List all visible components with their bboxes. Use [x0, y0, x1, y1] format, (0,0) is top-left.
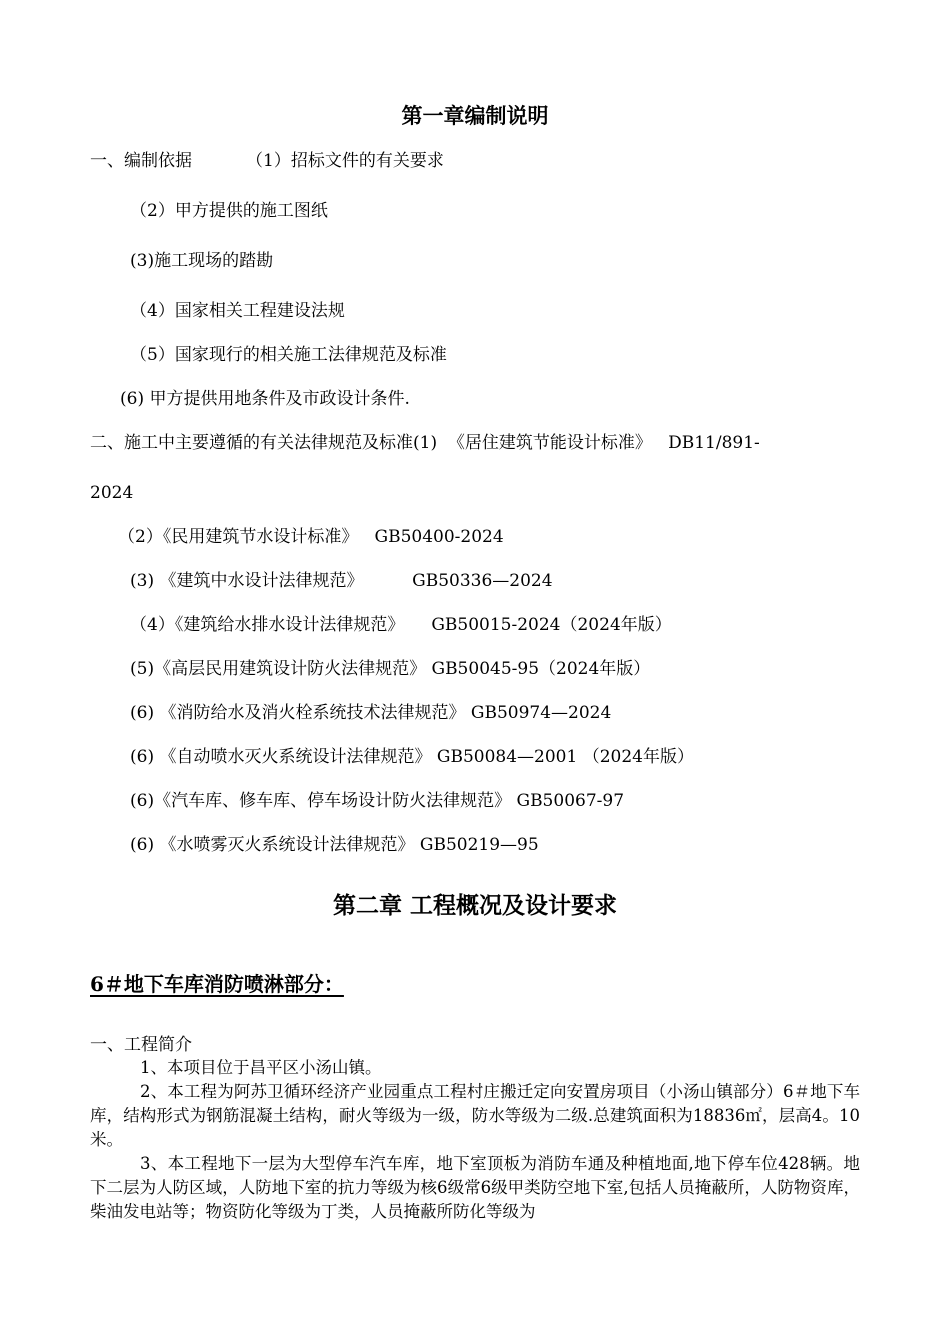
standard-item: (5)《高层民用建筑设计防火法律规范》 GB50045-95（2024年版） — [130, 659, 651, 679]
standard-item: （4）《建筑给水排水设计法律规范》 GB50015-2024（2024年版） — [130, 615, 672, 635]
standard-item: (6)《汽车库、修车库、停车场设计防火法律规范》 GB50067-97 — [130, 791, 625, 811]
basis-item: (3)施工现场的踏勘 — [130, 251, 274, 271]
intro-paragraph-1: 1、本项目位于昌平区小汤山镇。 — [140, 1058, 382, 1077]
basis-item: (6) 甲方提供用地条件及市政设计条件. — [120, 389, 410, 409]
basis-item: （2）甲方提供的施工图纸 — [130, 201, 328, 221]
standards-heading: 二、施工中主要遵循的有关法律规范及标准(1) 《居住建筑节能设计标准》 DB11/891- — [90, 433, 760, 453]
basis-heading: 一、编制依据 — [90, 151, 192, 171]
chapter2-title: 第二章 工程概况及设计要求 — [332, 892, 617, 919]
standard-item: (6) 《消防给水及消火栓系统技术法律规范》 GB50974—2024 — [130, 703, 612, 723]
basis-item: （4）国家相关工程建设法规 — [130, 301, 345, 321]
basis-item: （5）国家现行的相关施工法律规范及标准 — [130, 345, 447, 365]
standard-item: (6) 《自动喷水灭火系统设计法律规范》 GB50084—2001 （2024年版） — [130, 747, 694, 767]
intro-paragraph-3: 3、本工程地下一层为大型停车汽车库，地下室顶板为消防车通及种植地面,地下停车位428辆。地下二层为人防区域，人防地下室的抗力等级为核6级常6级甲类防空地下室,包括人员掩蔽所，人防物资库，柴油发电站等；物资防化等级为丁类，人员掩蔽所防化等级为 — [90, 1154, 860, 1221]
intro-heading: 一、工程简介 — [90, 1035, 192, 1055]
standard-item: (3) 《建筑中水设计法律规范》 GB50336—2024 — [130, 571, 553, 591]
basis-item: （1）招标文件的有关要求 — [246, 151, 444, 171]
chapter1-title: 第一章编制说明 — [401, 103, 549, 128]
standard-item: (6) 《水喷雾灭火系统设计法律规范》 GB50219—95 — [130, 835, 539, 855]
standard-item: （2）《民用建筑节水设计标准》 GB50400-2024 — [118, 527, 504, 547]
intro-paragraph-2: 2、本工程为阿苏卫循环经济产业园重点工程村庄搬迁定向安置房项目（小汤山镇部分）6＃地下车库，结构形式为钢筋混凝土结构，耐火等级为一级，防水等级为二级.总建筑面积为18836㎡，层高4。10米。 — [90, 1082, 860, 1149]
section-heading: 6＃地下车库消防喷淋部分： — [90, 972, 344, 996]
intro-body — [90, 1056, 860, 1224]
standards-heading-wrap: 2024 — [90, 483, 134, 503]
